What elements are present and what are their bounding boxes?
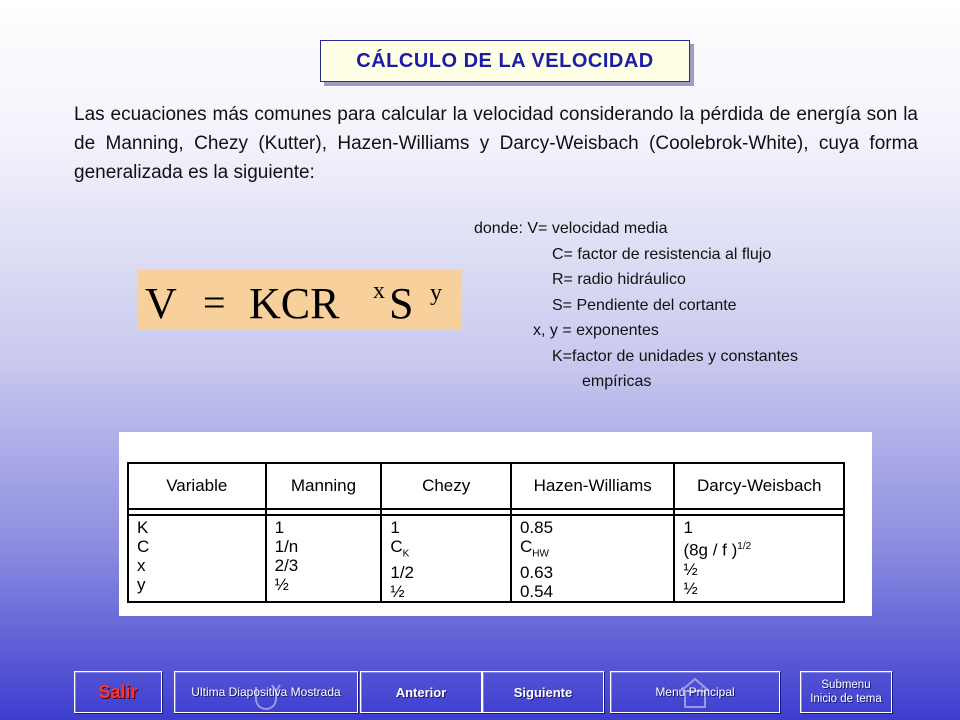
formula-v: V [145, 279, 177, 328]
formula-image [137, 270, 462, 330]
navigation-bar [0, 670, 960, 720]
header-manning: Manning [266, 463, 382, 509]
definition-k: K=factor de unidades y constantes [552, 347, 798, 365]
definition-v: donde: V= velocidad media [474, 220, 668, 237]
formula-exp-x: x [373, 278, 385, 304]
next-label: Siguiente [513, 684, 573, 700]
column-chezy: 1 $C_K$ 1/2 ½ [381, 515, 511, 602]
submenu-label: Submenu [821, 679, 871, 691]
topic-start-label: Inicio de tema [810, 693, 882, 705]
table-header-row [128, 463, 844, 509]
last-slide-button[interactable] [174, 671, 358, 713]
main-menu-button[interactable] [610, 671, 780, 713]
column-darcy-weisbach: 1 (8g / f )$^{1/2}$ ½ ½ [674, 515, 844, 602]
salir-label: Salir [98, 681, 138, 702]
next-button[interactable] [482, 671, 604, 713]
column-variable: K C x y [128, 515, 266, 602]
previous-label: Anterior [395, 684, 447, 700]
definition-c: C= factor de resistencia al flujo [552, 245, 772, 263]
definition-s: S= Pendiente del cortante [552, 296, 737, 314]
formula-exp-y: y [430, 280, 442, 306]
header-darcy-weisbach: Darcy-Weisbach [674, 463, 844, 509]
column-manning: 1 1/n 2/3 ½ [266, 515, 382, 602]
previous-button[interactable] [360, 671, 482, 713]
comparison-table-panel [119, 432, 872, 616]
header-variable: Variable [128, 463, 266, 509]
definition-k-cont: empíricas [582, 373, 652, 390]
salir-button[interactable] [74, 671, 162, 713]
definitions-list [474, 216, 944, 395]
formula-kcr: KCR [249, 279, 340, 328]
main-menu-label: Menú Principal [655, 685, 735, 699]
header-chezy: Chezy [381, 463, 511, 509]
submenu-button[interactable] [800, 671, 892, 713]
comparison-table [127, 462, 845, 603]
definition-xy: x, y = exponentes [533, 322, 659, 339]
formula-graphic [137, 270, 462, 330]
definition-r: R= radio hidráulico [552, 271, 686, 288]
formula-equals: = [203, 280, 226, 325]
last-slide-label: Ultima Diapositiva Mostrada [191, 685, 341, 699]
column-hazen-williams: 0.85 $C_{HW}$ 0.63 0.54 [511, 515, 674, 602]
intro-paragraph: Las ecuaciones más comunes para calcular la velocidad considerando la pérdida de energía son la de Manning, Chezy (Kutter), Hazen-Williams y Darcy-Weisbach (Coolebrok-White), cuya forma generalizada es la siguiente: [74, 104, 918, 183]
header-hazen-williams: Hazen-Williams [511, 463, 674, 509]
page-title: CÁLCULO DE LA VELOCIDAD [320, 40, 690, 82]
return-icon [246, 673, 286, 711]
formula-s: S [389, 279, 414, 328]
home-icon [675, 673, 715, 711]
table-row [128, 515, 844, 602]
